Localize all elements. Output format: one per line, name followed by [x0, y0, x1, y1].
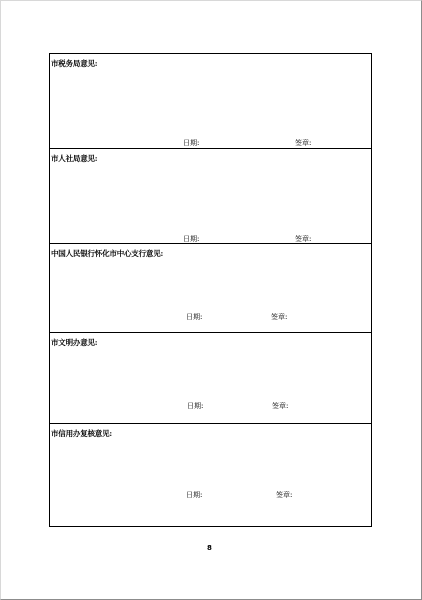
- section-title: 市税务局意见:: [51, 59, 98, 68]
- section-title: 市人社局意见:: [51, 154, 98, 163]
- date-label: 日期:: [186, 491, 203, 499]
- seal-label: 签章:: [276, 491, 293, 499]
- seal-label: 签章:: [295, 139, 312, 147]
- section-hr-bureau: [50, 149, 371, 244]
- section-title: 中国人民银行怀化市中心支行意见:: [51, 249, 164, 258]
- section-title: 市文明办意见:: [51, 338, 98, 347]
- section-tax-bureau: [50, 54, 371, 149]
- date-label: 日期:: [183, 235, 200, 243]
- seal-label: 签章:: [272, 402, 289, 410]
- section-civilization-office: [50, 333, 371, 424]
- section-title: 市信用办复核意见:: [51, 429, 112, 438]
- seal-label: 签章:: [295, 235, 312, 243]
- date-label: 日期:: [186, 313, 203, 321]
- date-label: 日期:: [183, 139, 200, 147]
- section-pboc-branch: [50, 244, 371, 333]
- opinion-form-table: [49, 53, 372, 527]
- section-credit-office: [50, 424, 371, 526]
- seal-label: 签章:: [271, 313, 288, 321]
- page-number: 8: [207, 544, 212, 552]
- date-label: 日期:: [187, 402, 204, 410]
